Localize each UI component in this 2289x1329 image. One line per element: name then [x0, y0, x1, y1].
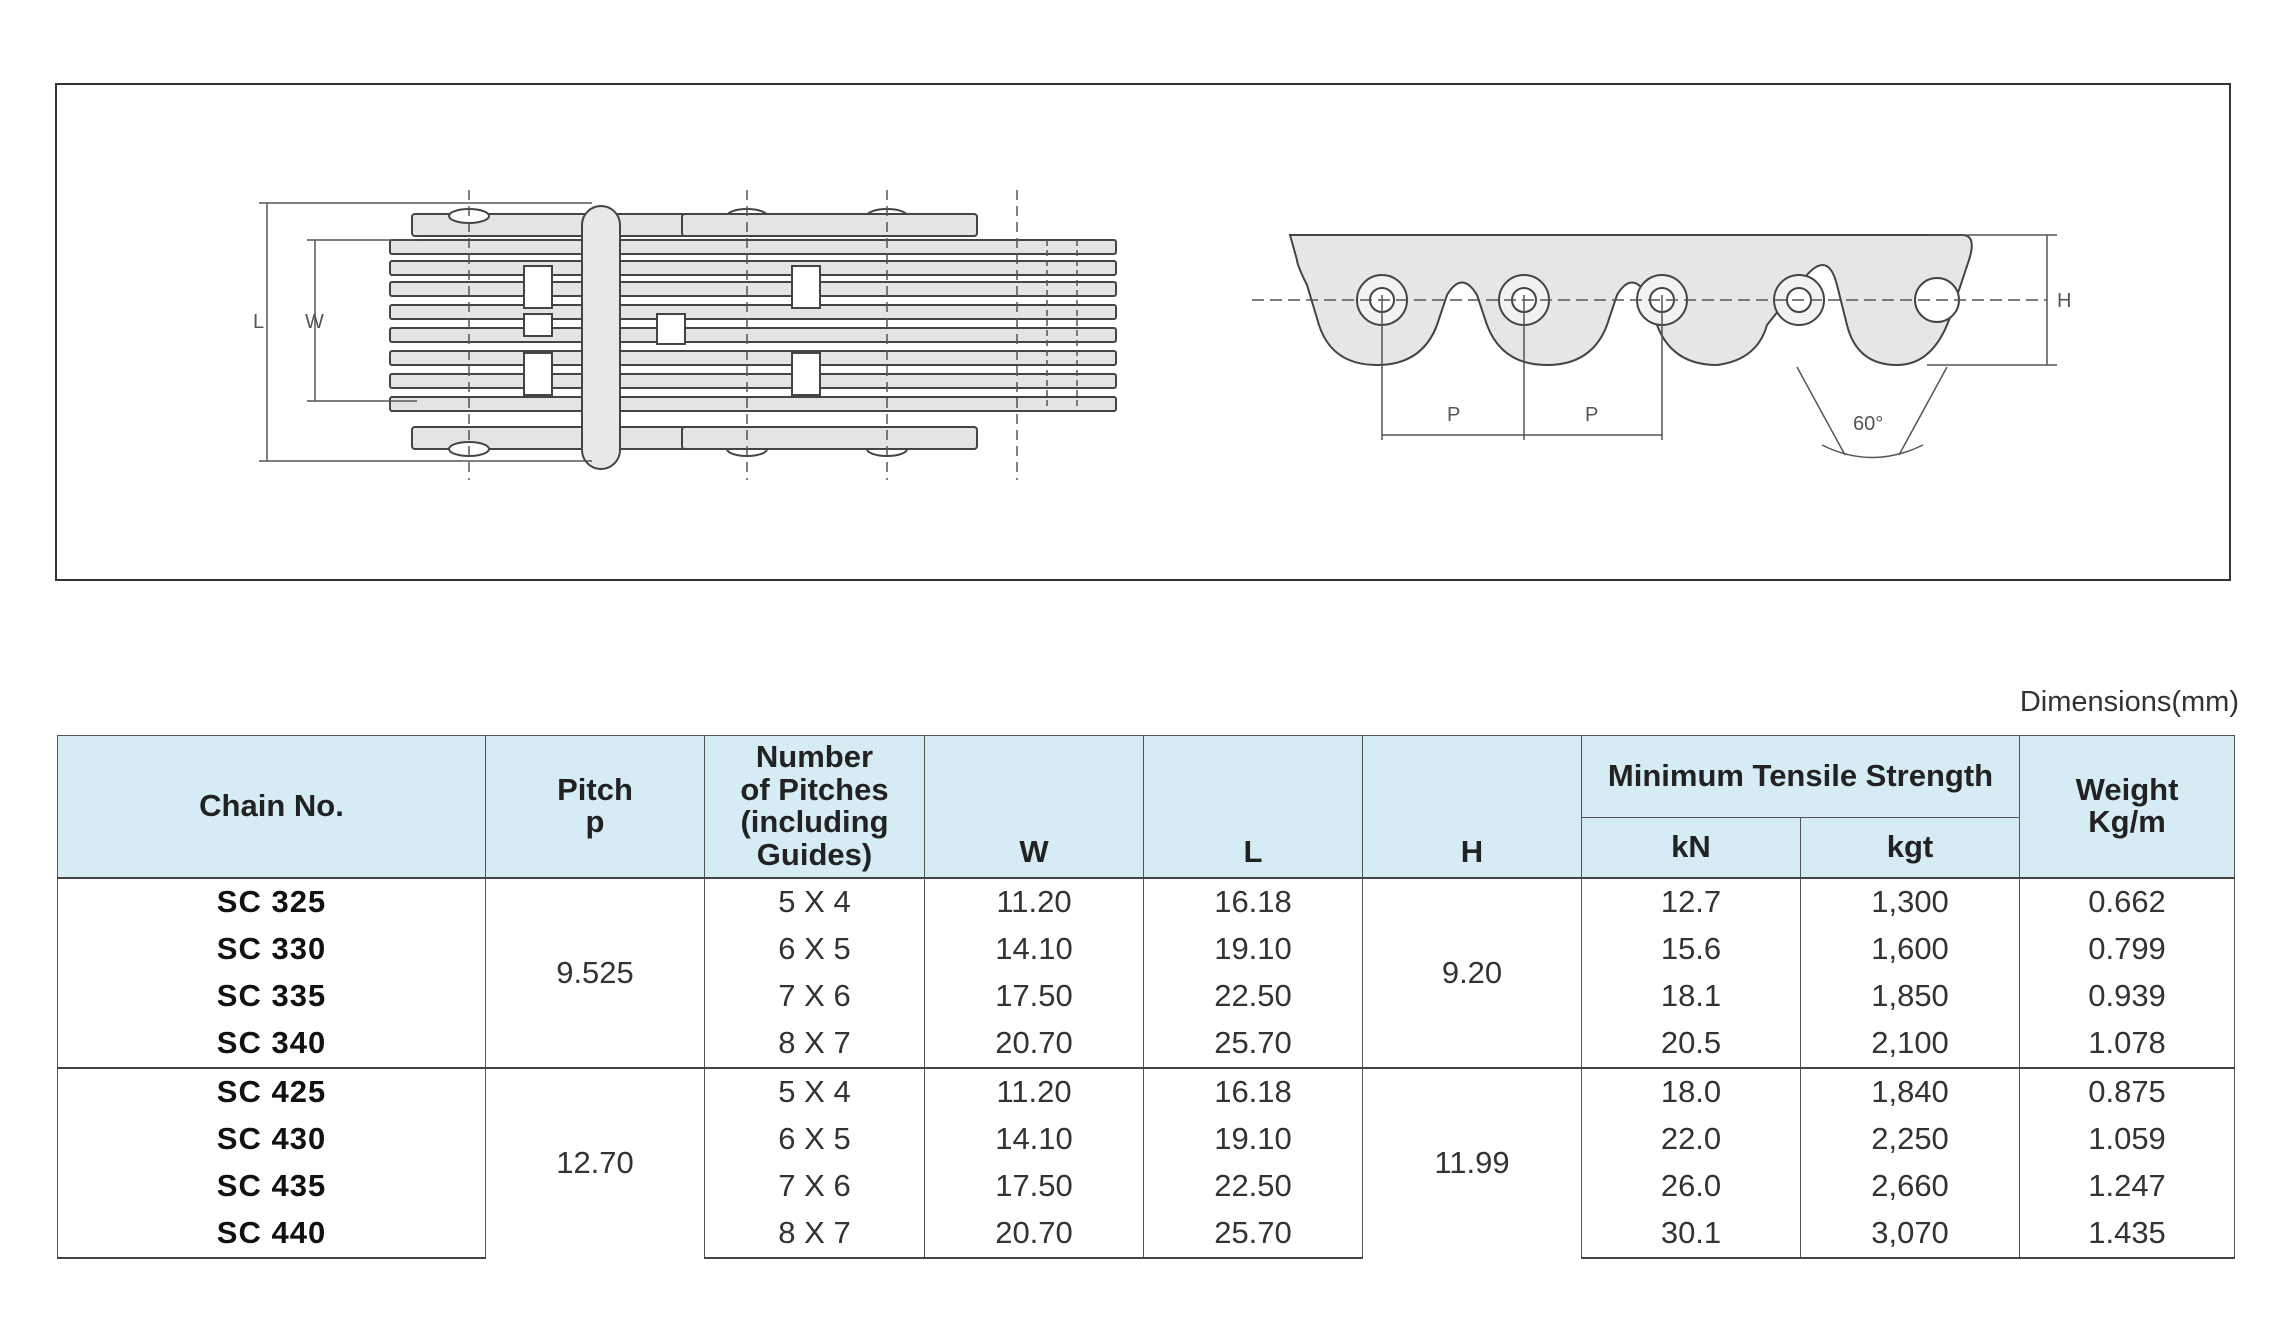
kgt-cell: 3,070	[1801, 1210, 2020, 1258]
l-cell: 16.18	[1144, 1068, 1363, 1116]
l-cell: 25.70	[1144, 1020, 1363, 1068]
w-cell: 17.50	[925, 1163, 1144, 1210]
header-h: H	[1363, 736, 1582, 878]
pitch-cell: 9.525	[486, 878, 705, 1068]
table-row	[58, 1068, 2235, 1116]
table-row	[58, 1210, 2235, 1258]
h-cell: 11.99	[1363, 1068, 1582, 1258]
dimension-label-p1: P	[1447, 404, 1461, 426]
pitch-cell: 12.70	[486, 1068, 705, 1258]
table-row	[58, 1020, 2235, 1068]
w-cell: 20.70	[925, 1020, 1144, 1068]
chain-drawing-panel	[55, 83, 2231, 581]
dimension-label-l: L	[253, 311, 265, 333]
weight-cell: 1.435	[2020, 1210, 2235, 1258]
header-num-pitches	[705, 736, 925, 878]
chain-no-cell: SC 325	[58, 878, 486, 926]
weight-cell: 0.939	[2020, 973, 2235, 1020]
weight-cell: 0.875	[2020, 1068, 2235, 1116]
kgt-cell: 2,100	[1801, 1020, 2020, 1068]
header-kn: kN	[1582, 818, 1801, 878]
header-num-pitches-line4: Guides)	[756, 836, 873, 872]
table-row	[58, 1163, 2235, 1210]
w-cell: 20.70	[925, 1210, 1144, 1258]
pitches-cell: 6 X 5	[705, 1116, 925, 1163]
table-row	[58, 926, 2235, 973]
w-cell: 11.20	[925, 1068, 1144, 1116]
weight-cell: 0.662	[2020, 878, 2235, 926]
l-cell: 16.18	[1144, 878, 1363, 926]
kgt-cell: 1,300	[1801, 878, 2020, 926]
chain-no-cell: SC 440	[58, 1210, 486, 1258]
l-cell: 22.50	[1144, 973, 1363, 1020]
table-row	[58, 1116, 2235, 1163]
pitches-cell: 5 X 4	[705, 878, 925, 926]
weight-cell: 0.799	[2020, 926, 2235, 973]
header-pitch-line1: Pitch	[557, 771, 633, 807]
header-pitch-line2: p	[585, 804, 605, 840]
kn-cell: 18.1	[1582, 973, 1801, 1020]
w-cell: 14.10	[925, 1116, 1144, 1163]
kgt-cell: 1,600	[1801, 926, 2020, 973]
header-weight-line1: Weight	[2075, 771, 2179, 807]
l-cell: 25.70	[1144, 1210, 1363, 1258]
pitches-cell: 8 X 7	[705, 1020, 925, 1068]
kn-cell: 15.6	[1582, 926, 1801, 973]
pitches-cell: 8 X 7	[705, 1210, 925, 1258]
kn-cell: 22.0	[1582, 1116, 1801, 1163]
w-cell: 11.20	[925, 878, 1144, 926]
kn-cell: 18.0	[1582, 1068, 1801, 1116]
kn-cell: 20.5	[1582, 1020, 1801, 1068]
header-w: W	[925, 736, 1144, 878]
chain-spec-table	[57, 735, 2235, 1259]
dimension-label-p2: P	[1585, 404, 1599, 426]
header-weight	[2020, 736, 2235, 878]
w-cell: 17.50	[925, 973, 1144, 1020]
header-num-pitches-line1: Number	[755, 739, 874, 775]
h-cell: 9.20	[1363, 878, 1582, 1068]
header-num-pitches-line3: (including	[740, 804, 889, 840]
kn-cell: 12.7	[1582, 878, 1801, 926]
kn-cell: 26.0	[1582, 1163, 1801, 1210]
pitches-cell: 7 X 6	[705, 1163, 925, 1210]
kgt-cell: 2,250	[1801, 1116, 2020, 1163]
chain-no-cell: SC 330	[58, 926, 486, 973]
header-chain-no: Chain No.	[58, 736, 486, 878]
dimension-label-h: H	[2057, 290, 2072, 312]
header-l: L	[1144, 736, 1363, 878]
w-cell: 14.10	[925, 926, 1144, 973]
chain-no-cell: SC 430	[58, 1116, 486, 1163]
kn-cell: 30.1	[1582, 1210, 1801, 1258]
kgt-cell: 1,840	[1801, 1068, 2020, 1116]
header-pitch	[486, 736, 705, 878]
pitches-cell: 5 X 4	[705, 1068, 925, 1116]
kgt-cell: 1,850	[1801, 973, 2020, 1020]
header-tensile-strength: Minimum Tensile Strength	[1582, 736, 2020, 818]
chain-drawing	[57, 85, 2233, 583]
dimensions-caption: Dimensions(mm)	[2019, 686, 2239, 718]
weight-cell: 1.059	[2020, 1116, 2235, 1163]
header-num-pitches-line2: of Pitches	[740, 771, 889, 807]
dimension-label-angle: 60°	[1853, 413, 1884, 435]
chain-no-cell: SC 435	[58, 1163, 486, 1210]
dimension-label-w: W	[305, 311, 324, 333]
weight-cell: 1.247	[2020, 1163, 2235, 1210]
chain-no-cell: SC 425	[58, 1068, 486, 1116]
pitches-cell: 6 X 5	[705, 926, 925, 973]
weight-cell: 1.078	[2020, 1020, 2235, 1068]
chain-top-view	[390, 206, 1116, 469]
chain-no-cell: SC 340	[58, 1020, 486, 1068]
chain-no-cell: SC 335	[58, 973, 486, 1020]
pitches-cell: 7 X 6	[705, 973, 925, 1020]
kgt-cell: 2,660	[1801, 1163, 2020, 1210]
l-cell: 19.10	[1144, 926, 1363, 973]
header-weight-line2: Kg/m	[2088, 804, 2166, 840]
header-kgt: kgt	[1801, 818, 2020, 878]
l-cell: 22.50	[1144, 1163, 1363, 1210]
table-row	[58, 973, 2235, 1020]
l-cell: 19.10	[1144, 1116, 1363, 1163]
table-row	[58, 878, 2235, 926]
